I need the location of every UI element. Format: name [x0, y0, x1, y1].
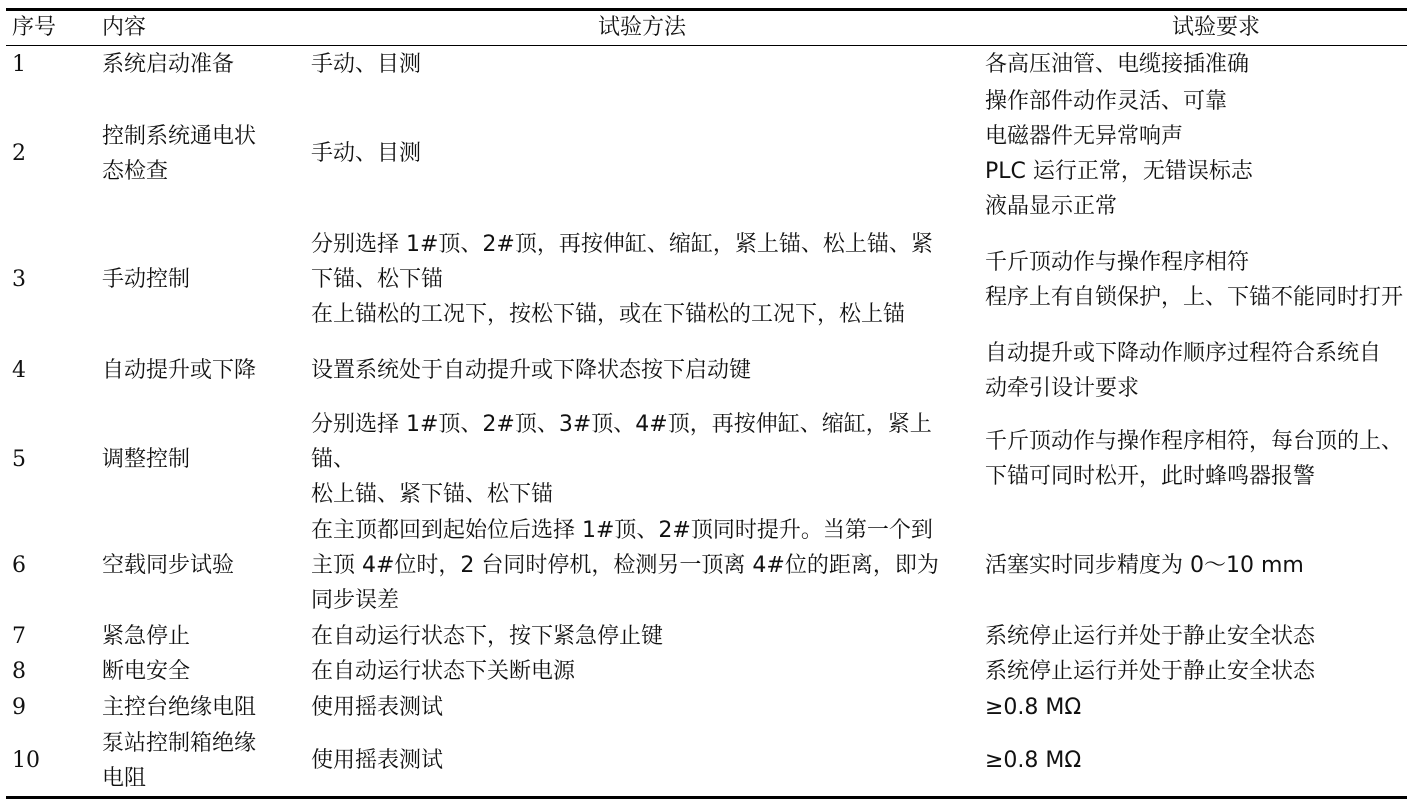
cell-requirement: ≥0.8 MΩ — [985, 694, 1082, 720]
table-row — [6, 619, 1407, 654]
cell-requirement: ≥0.8 MΩ — [985, 748, 1082, 774]
cell-method: 在自动运行状态下，按下紧急停止键 — [311, 623, 664, 649]
cell-requirement: 各高压油管、电缆接插准确 — [985, 51, 1250, 77]
cell-item: 系统启动准备 — [102, 51, 235, 77]
cell-method: 使用摇表测试 — [311, 694, 444, 720]
table-row — [6, 46, 1407, 83]
table-row — [6, 689, 1407, 726]
cell-seq: 2 — [12, 141, 26, 166]
cell-requirement: 操作部件动作灵活、可靠 电磁器件无异常响声 PLC 运行正常，无错误标志 液晶显示正常 — [985, 88, 1253, 219]
cell-requirement: 系统停止运行并处于静止安全状态 — [985, 623, 1316, 649]
cell-requirement: 千斤顶动作与操作程序相符 程序上有自锁保护，上、下锚不能同时打开 — [985, 249, 1404, 310]
cell-item: 调整控制 — [102, 446, 191, 472]
table-row — [6, 512, 1407, 619]
cell-requirement: 活塞实时同步精度为 0～10 mm — [985, 552, 1304, 578]
header-seq: 序号 — [6, 10, 96, 46]
cell-requirement: 自动提升或下降动作顺序过程符合系统自 动牵引设计要求 — [985, 340, 1382, 401]
cell-method: 使用摇表测试 — [311, 748, 444, 774]
header-requirement: 试验要求 — [979, 10, 1407, 46]
cell-item: 空载同步试验 — [102, 552, 235, 578]
table-row — [6, 407, 1407, 512]
cell-method: 分别选择 1#顶、2#顶、3#顶、4#顶，再按伸缸、缩缸，紧上锚、 松上锚、紧下锚、松下锚 — [311, 411, 932, 507]
cell-seq: 6 — [12, 552, 26, 578]
cell-item: 自动提升或下降 — [102, 358, 257, 383]
header-method: 试验方法 — [305, 10, 979, 46]
cell-method: 设置系统处于自动提升或下降状态按下启动键 — [311, 358, 752, 383]
cell-seq: 3 — [12, 267, 26, 292]
cell-seq: 9 — [12, 694, 26, 720]
cell-item: 断电安全 — [102, 658, 191, 684]
header-row — [6, 10, 1407, 46]
test-table — [6, 8, 1407, 799]
cell-requirement: 千斤顶动作与操作程序相符，每台顶的上、 下锚可同时松开，此时蜂鸣器报警 — [985, 429, 1404, 489]
cell-method: 手动、目测 — [311, 51, 422, 77]
table-row — [6, 335, 1407, 407]
table-row — [6, 83, 1407, 225]
cell-requirement: 系统停止运行并处于静止安全状态 — [985, 658, 1316, 684]
cell-method: 在主顶都回到起始位后选择 1#顶、2#顶同时提升。当第一个到 主顶 4#位时，2 台同时停机，检测另一顶离 4#位的距离，即为 同步误差 — [311, 517, 939, 613]
cell-seq: 8 — [12, 658, 26, 684]
table-row — [6, 726, 1407, 798]
cell-seq: 7 — [12, 623, 26, 649]
table-row — [6, 225, 1407, 335]
cell-seq: 1 — [12, 51, 26, 77]
header-item: 内容 — [96, 10, 305, 46]
cell-item: 手动控制 — [102, 267, 191, 292]
cell-method: 在自动运行状态下关断电源 — [311, 658, 576, 684]
cell-item: 紧急停止 — [102, 623, 191, 649]
cell-seq: 4 — [12, 358, 26, 383]
cell-method: 分别选择 1#顶、2#顶，再按伸缸、缩缸，紧上锚、松上锚、紧 下锚、松下锚 在上锚松的工况下，按松下锚，或在下锚松的工况下，松上锚 — [311, 232, 933, 327]
cell-method: 手动、目测 — [311, 141, 422, 166]
cell-item: 泵站控制箱绝缘 电阻 — [102, 730, 257, 791]
cell-item: 控制系统通电状 态检查 — [102, 123, 257, 184]
cell-item: 主控台绝缘电阻 — [102, 694, 257, 720]
table-row — [6, 654, 1407, 689]
cell-seq: 5 — [12, 446, 26, 472]
cell-seq: 10 — [12, 748, 40, 774]
